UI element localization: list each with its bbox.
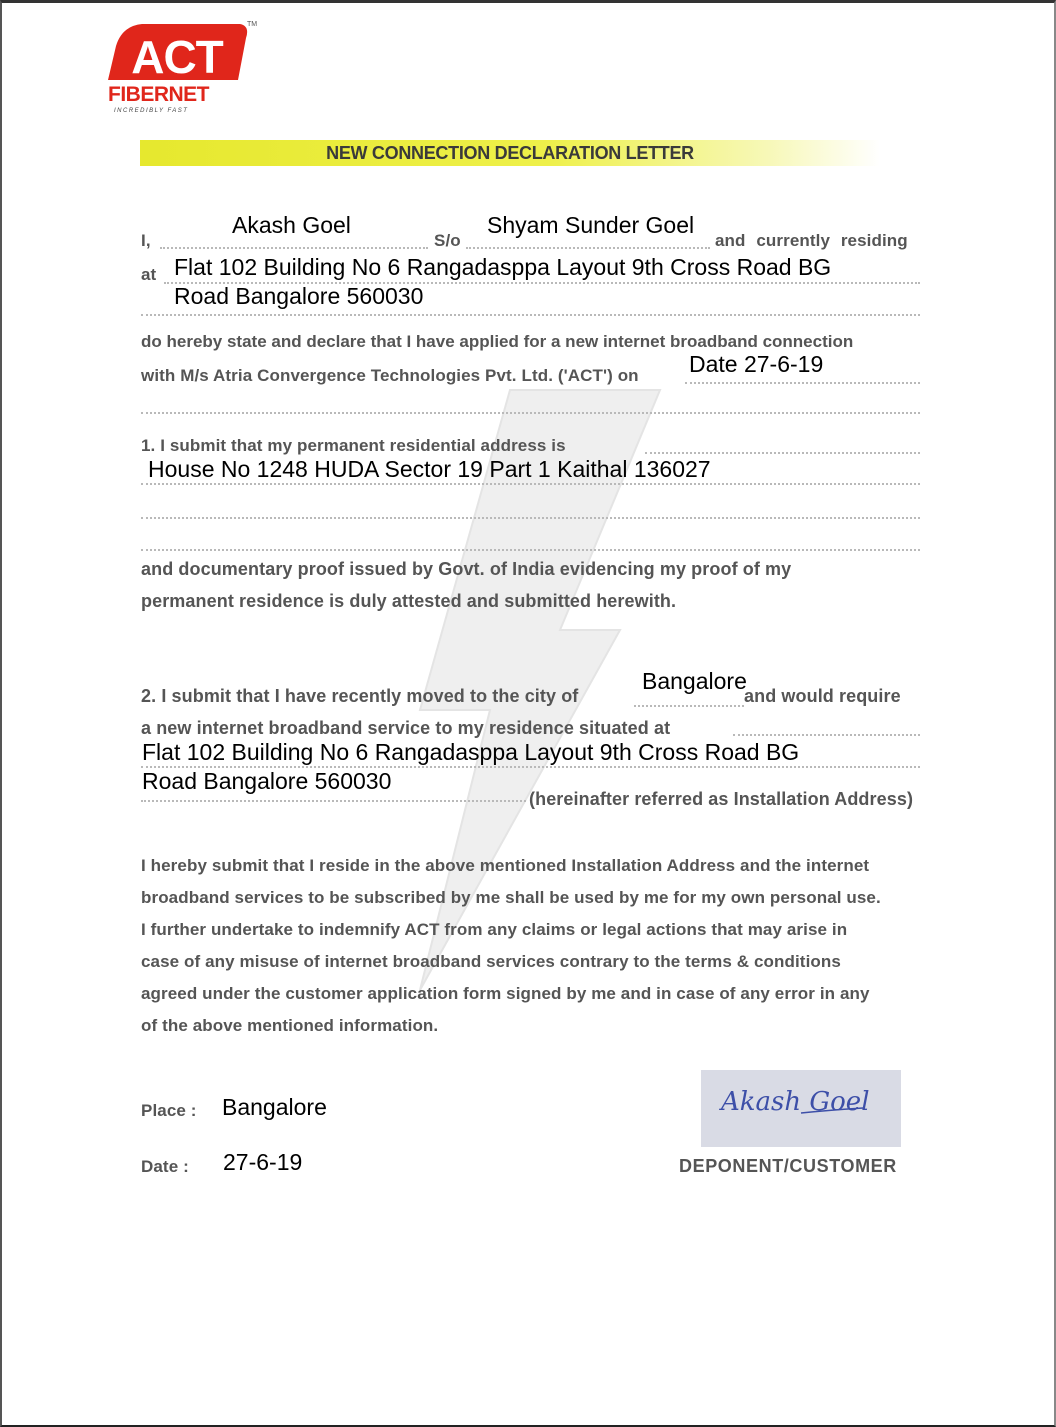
declaration-date-dotted-line xyxy=(685,382,920,384)
permanent-address-field: House No 1248 HUDA Sector 19 Part 1 Kaithal 136027 xyxy=(148,456,711,482)
name-dotted-line xyxy=(160,247,428,249)
label-so: S/o xyxy=(434,231,461,250)
label-i: I, xyxy=(141,231,151,250)
declaration-line1: do hereby state and declare that I have applied for a new internet broadband connection xyxy=(141,332,854,351)
date-value: 27-6-19 xyxy=(223,1149,303,1175)
deponent-label: DEPONENT/CUSTOMER xyxy=(679,1156,897,1176)
current-address-line2: Road Bangalore 560030 xyxy=(174,283,424,309)
clause1-dotted-line1 xyxy=(141,483,920,485)
logo-main-text: ACT xyxy=(131,31,223,83)
undertaking-line2: broadband services to be subscribed by me shall be used by me for my own personal use. xyxy=(141,888,881,907)
signature-box xyxy=(701,1070,901,1147)
undertaking-line1: I hereby submit that I reside in the above mentioned Installation Address and the internet xyxy=(141,856,870,875)
logo-tm-text: TM xyxy=(247,21,258,28)
father-name-dotted-line xyxy=(466,247,710,249)
clause2-text-after-city: and would require xyxy=(744,686,901,706)
clause1-dotted-line3 xyxy=(141,549,920,551)
clause2-dotted-line0 xyxy=(733,734,920,736)
current-address-dotted-line2 xyxy=(141,314,920,316)
declaration-dotted-line xyxy=(141,412,920,414)
signature-image xyxy=(701,1070,901,1147)
clause2-text: 2. I submit that I have recently moved to the city of xyxy=(141,686,579,706)
clause1-dotted-line0 xyxy=(645,452,920,454)
installation-address-line2: Road Bangalore 560030 xyxy=(142,768,392,794)
date-label: Date : xyxy=(141,1157,189,1176)
current-address-line1: Flat 102 Building No 6 Rangadasppa Layout 9th Cross Road BG xyxy=(174,254,832,280)
undertaking-line3: I further undertake to indemnify ACT from any claims or legal actions that may arise in xyxy=(141,920,848,939)
place-value: Bangalore xyxy=(222,1094,327,1120)
label-residing: and currently residing xyxy=(715,231,908,250)
clause2-dotted-line2 xyxy=(141,800,526,802)
declaration-date-field: Date 27-6-19 xyxy=(689,351,824,377)
clause1-dotted-line2 xyxy=(141,517,920,519)
logo-tagline-text: INCREDIBLY FAST xyxy=(114,108,189,114)
declaration-line2: with M/s Atria Convergence Technologies Pvt. Ltd. ('ACT') on xyxy=(141,366,639,385)
logo-sub-text: FIBERNET xyxy=(108,83,209,106)
undertaking-line5: agreed under the customer application form signed by me and in case of any error in any xyxy=(141,984,870,1003)
clause1-proof-line1: and documentary proof issued by Govt. of India evidencing my proof of my xyxy=(141,559,792,579)
place-label: Place : xyxy=(141,1101,197,1120)
signature-text: Akash Goel xyxy=(721,1087,870,1117)
undertaking-line6: of the above mentioned information. xyxy=(141,1016,439,1035)
city-field: Bangalore xyxy=(642,668,747,694)
father-name-field: Shyam Sunder Goel xyxy=(487,212,695,238)
title-banner: NEW CONNECTION DECLARATION LETTER xyxy=(140,140,880,166)
clause1-text: 1. I submit that my permanent residential address is xyxy=(141,436,566,455)
label-at: at xyxy=(141,265,157,284)
name-field: Akash Goel xyxy=(232,212,351,238)
hereinafter-text: (hereinafter referred as Installation Address) xyxy=(529,789,914,809)
clause1-proof-line2: permanent residence is duly attested and submitted herewith. xyxy=(141,591,677,611)
clause2-line2: a new internet broadband service to my residence situated at xyxy=(141,718,671,738)
installation-address-line1: Flat 102 Building No 6 Rangadasppa Layout 9th Cross Road BG xyxy=(142,739,800,765)
undertaking-line4: case of any misuse of internet broadband services contrary to the terms & conditions xyxy=(141,952,841,971)
city-dotted-line xyxy=(634,705,744,707)
act-fibernet-logo xyxy=(100,18,260,118)
